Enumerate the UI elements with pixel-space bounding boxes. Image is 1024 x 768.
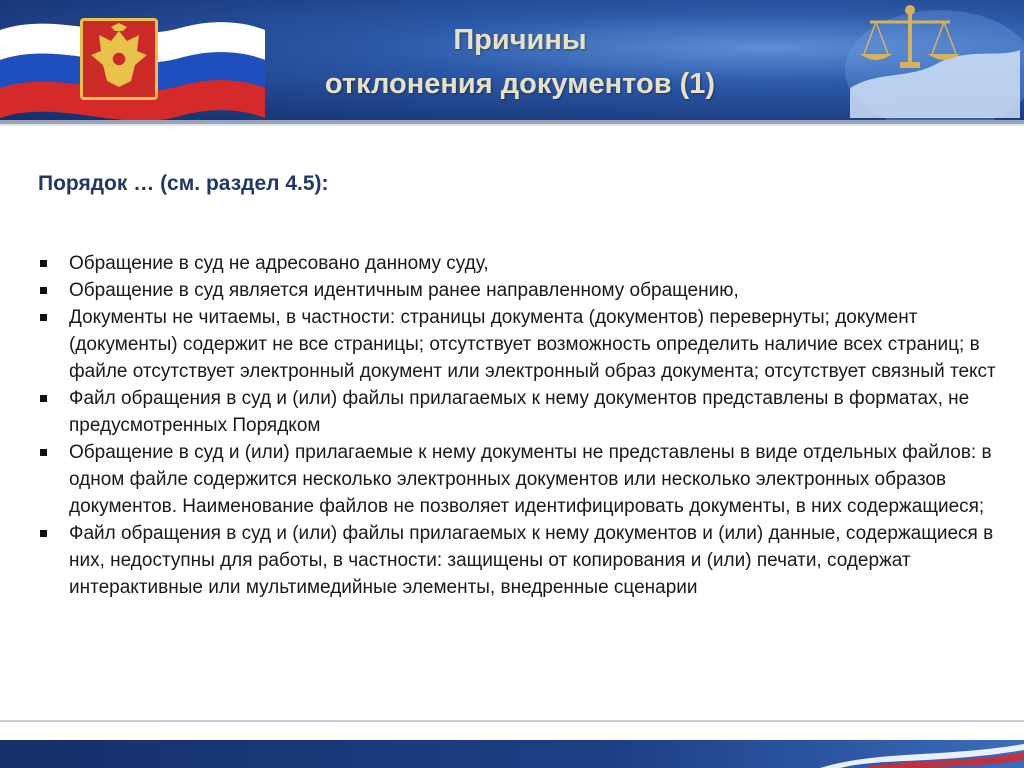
- footer-flag-wave-icon: [0, 740, 1024, 768]
- scales-of-justice-icon: [830, 0, 1024, 120]
- slide-footer: [0, 740, 1024, 768]
- list-item-text: Документы не читаемы, в частности: страницы документа (документов) перевернуты; документ (документы) содержит не все страницы; отсутствует возможность определить наличие всех страниц; в файле отсутствует электронный документ или электронный образ документа; отсутствует связный текст: [69, 307, 996, 382]
- slide-title-line2: отклонения документов (1): [324, 68, 716, 100]
- list-item: [40, 250, 1000, 277]
- square-bullet-icon: [40, 449, 47, 456]
- coat-of-arms-icon: [80, 18, 158, 100]
- slide-header: [0, 0, 1024, 120]
- footer-divider: [0, 720, 1024, 722]
- slide-title: [260, 18, 780, 106]
- list-item-text: Обращение в суд и (или) прилагаемые к нему документы не представлены в виде отдельных файлов: в одном файле содержится несколько электронных документов или несколько электронных образов документов. Наименование файлов не позволяет идентифицировать документы, в них содержащиеся;: [69, 442, 992, 517]
- list-item-text: Обращение в суд не адресовано данному суду,: [69, 253, 489, 274]
- list-item: [40, 277, 1000, 304]
- square-bullet-icon: [40, 287, 47, 294]
- square-bullet-icon: [40, 395, 47, 402]
- list-item-text: Файл обращения в суд и (или) файлы прилагаемых к нему документов и (или) данные, содержащиеся в них, недоступны для работы, в частности: защищены от копирования и (или) печати, содержат интерактивные или мультимедийные элементы, внедренные сценарии: [69, 523, 994, 598]
- square-bullet-icon: [40, 314, 47, 321]
- header-divider-light: [0, 124, 1024, 126]
- bullet-list: [40, 250, 1000, 601]
- list-item-text: Файл обращения в суд и (или) файлы прилагаемых к нему документов представлены в форматах, не предусмотренных Порядком: [69, 388, 970, 436]
- square-bullet-icon: [40, 260, 47, 267]
- list-item: [40, 304, 1000, 385]
- list-item: [40, 520, 1000, 601]
- section-heading: Порядок … (см. раздел 4.5):: [38, 172, 329, 195]
- list-item-text: Обращение в суд является идентичным ранее направленному обращению,: [69, 280, 739, 301]
- list-item: [40, 385, 1000, 439]
- list-item: [40, 439, 1000, 520]
- slide-title-line1: Причины: [453, 24, 587, 56]
- square-bullet-icon: [40, 530, 47, 537]
